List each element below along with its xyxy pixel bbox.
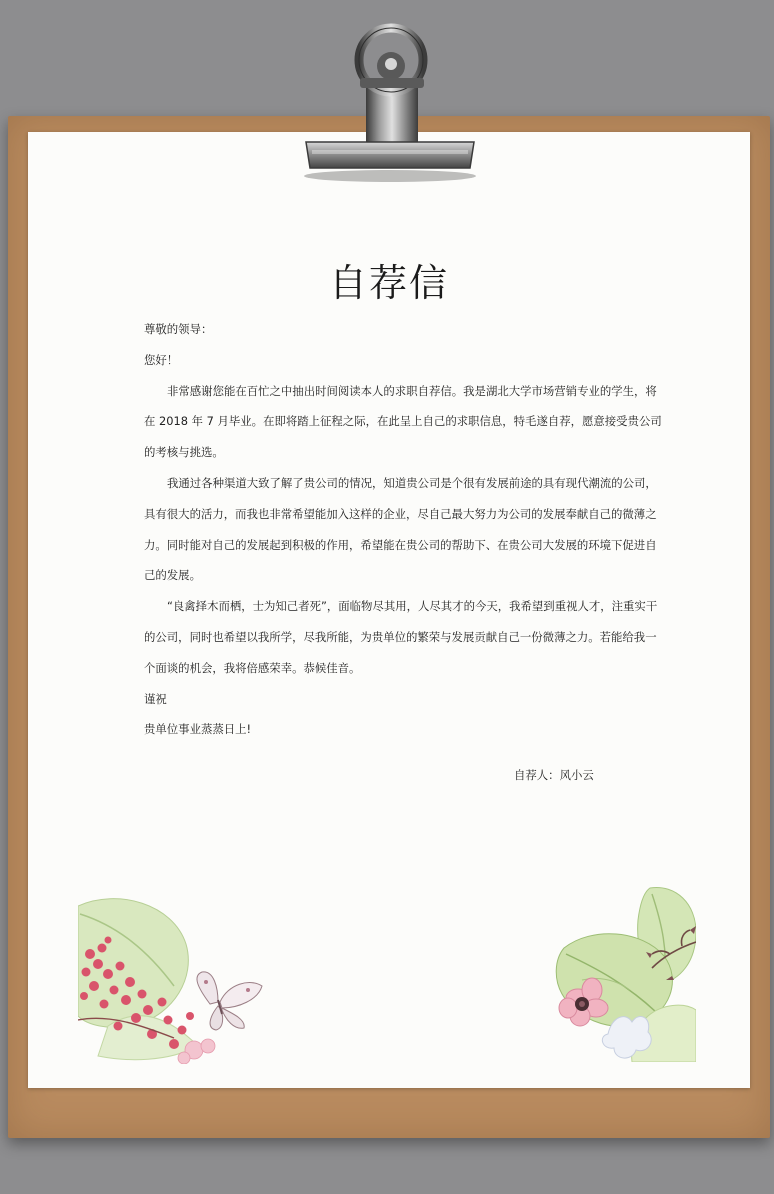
closing: 谨祝 — [144, 691, 167, 706]
paragraph-line: 力。同时能对自己的发展起到积极的作用，希望能在贵公司的帮助下、在贵公司大发展的环境下促进自 — [144, 537, 657, 552]
floral-decoration-right — [552, 884, 696, 1062]
wish: 贵单位事业蒸蒸日上! — [144, 722, 252, 737]
greeting: 您好！ — [144, 352, 179, 367]
salutation: 尊敬的领导： — [144, 322, 213, 336]
paragraph-line: “良禽择木而栖，士为知己者死”，面临物尽其用，人尽其才的今天，我希望到重视人才，注重实干 — [167, 599, 658, 614]
paragraph-line: 具有很大的活力，而我也非常希望能加入这样的企业，尽自己最大努力为公司的发展奉献自己的微薄之 — [144, 506, 657, 521]
paragraph-line: 在 2018 年 7 月毕业。在即将踏上征程之际，在此呈上自己的求职信息，特毛遂自荐，愿意接受贵公司 — [144, 414, 662, 429]
letter-paper — [28, 132, 750, 1088]
butterfly-icon — [197, 972, 262, 1030]
paragraph-line: 我通过各种渠道大致了解了贵公司的情况，知道贵公司是个很有发展前途的具有现代潮流的公司， — [167, 475, 657, 490]
floral-decoration-left — [78, 896, 268, 1064]
paragraph-line: 己的发展。 — [144, 568, 201, 583]
paragraph-line: 个面谈的机会，我将倍感荣幸。恭候佳音。 — [144, 660, 361, 675]
paragraph-line: 的公司，同时也希望以我所学，尽我所能，为贵单位的繁荣与发展贡献自己一份微薄之力。若能给我一 — [144, 629, 657, 644]
letter-title: 自荐信 — [328, 261, 449, 305]
binder-clip-icon — [0, 0, 774, 200]
letter-body — [144, 314, 662, 745]
paragraph-line: 的考核与挑选。 — [144, 445, 224, 460]
paragraph-line: 非常感谢您能在百忙之中抽出时间阅读本人的求职自荐信。我是湖北大学市场营销专业的学生，将 — [167, 383, 657, 398]
signature: 自荐人：风小云 — [514, 768, 594, 782]
